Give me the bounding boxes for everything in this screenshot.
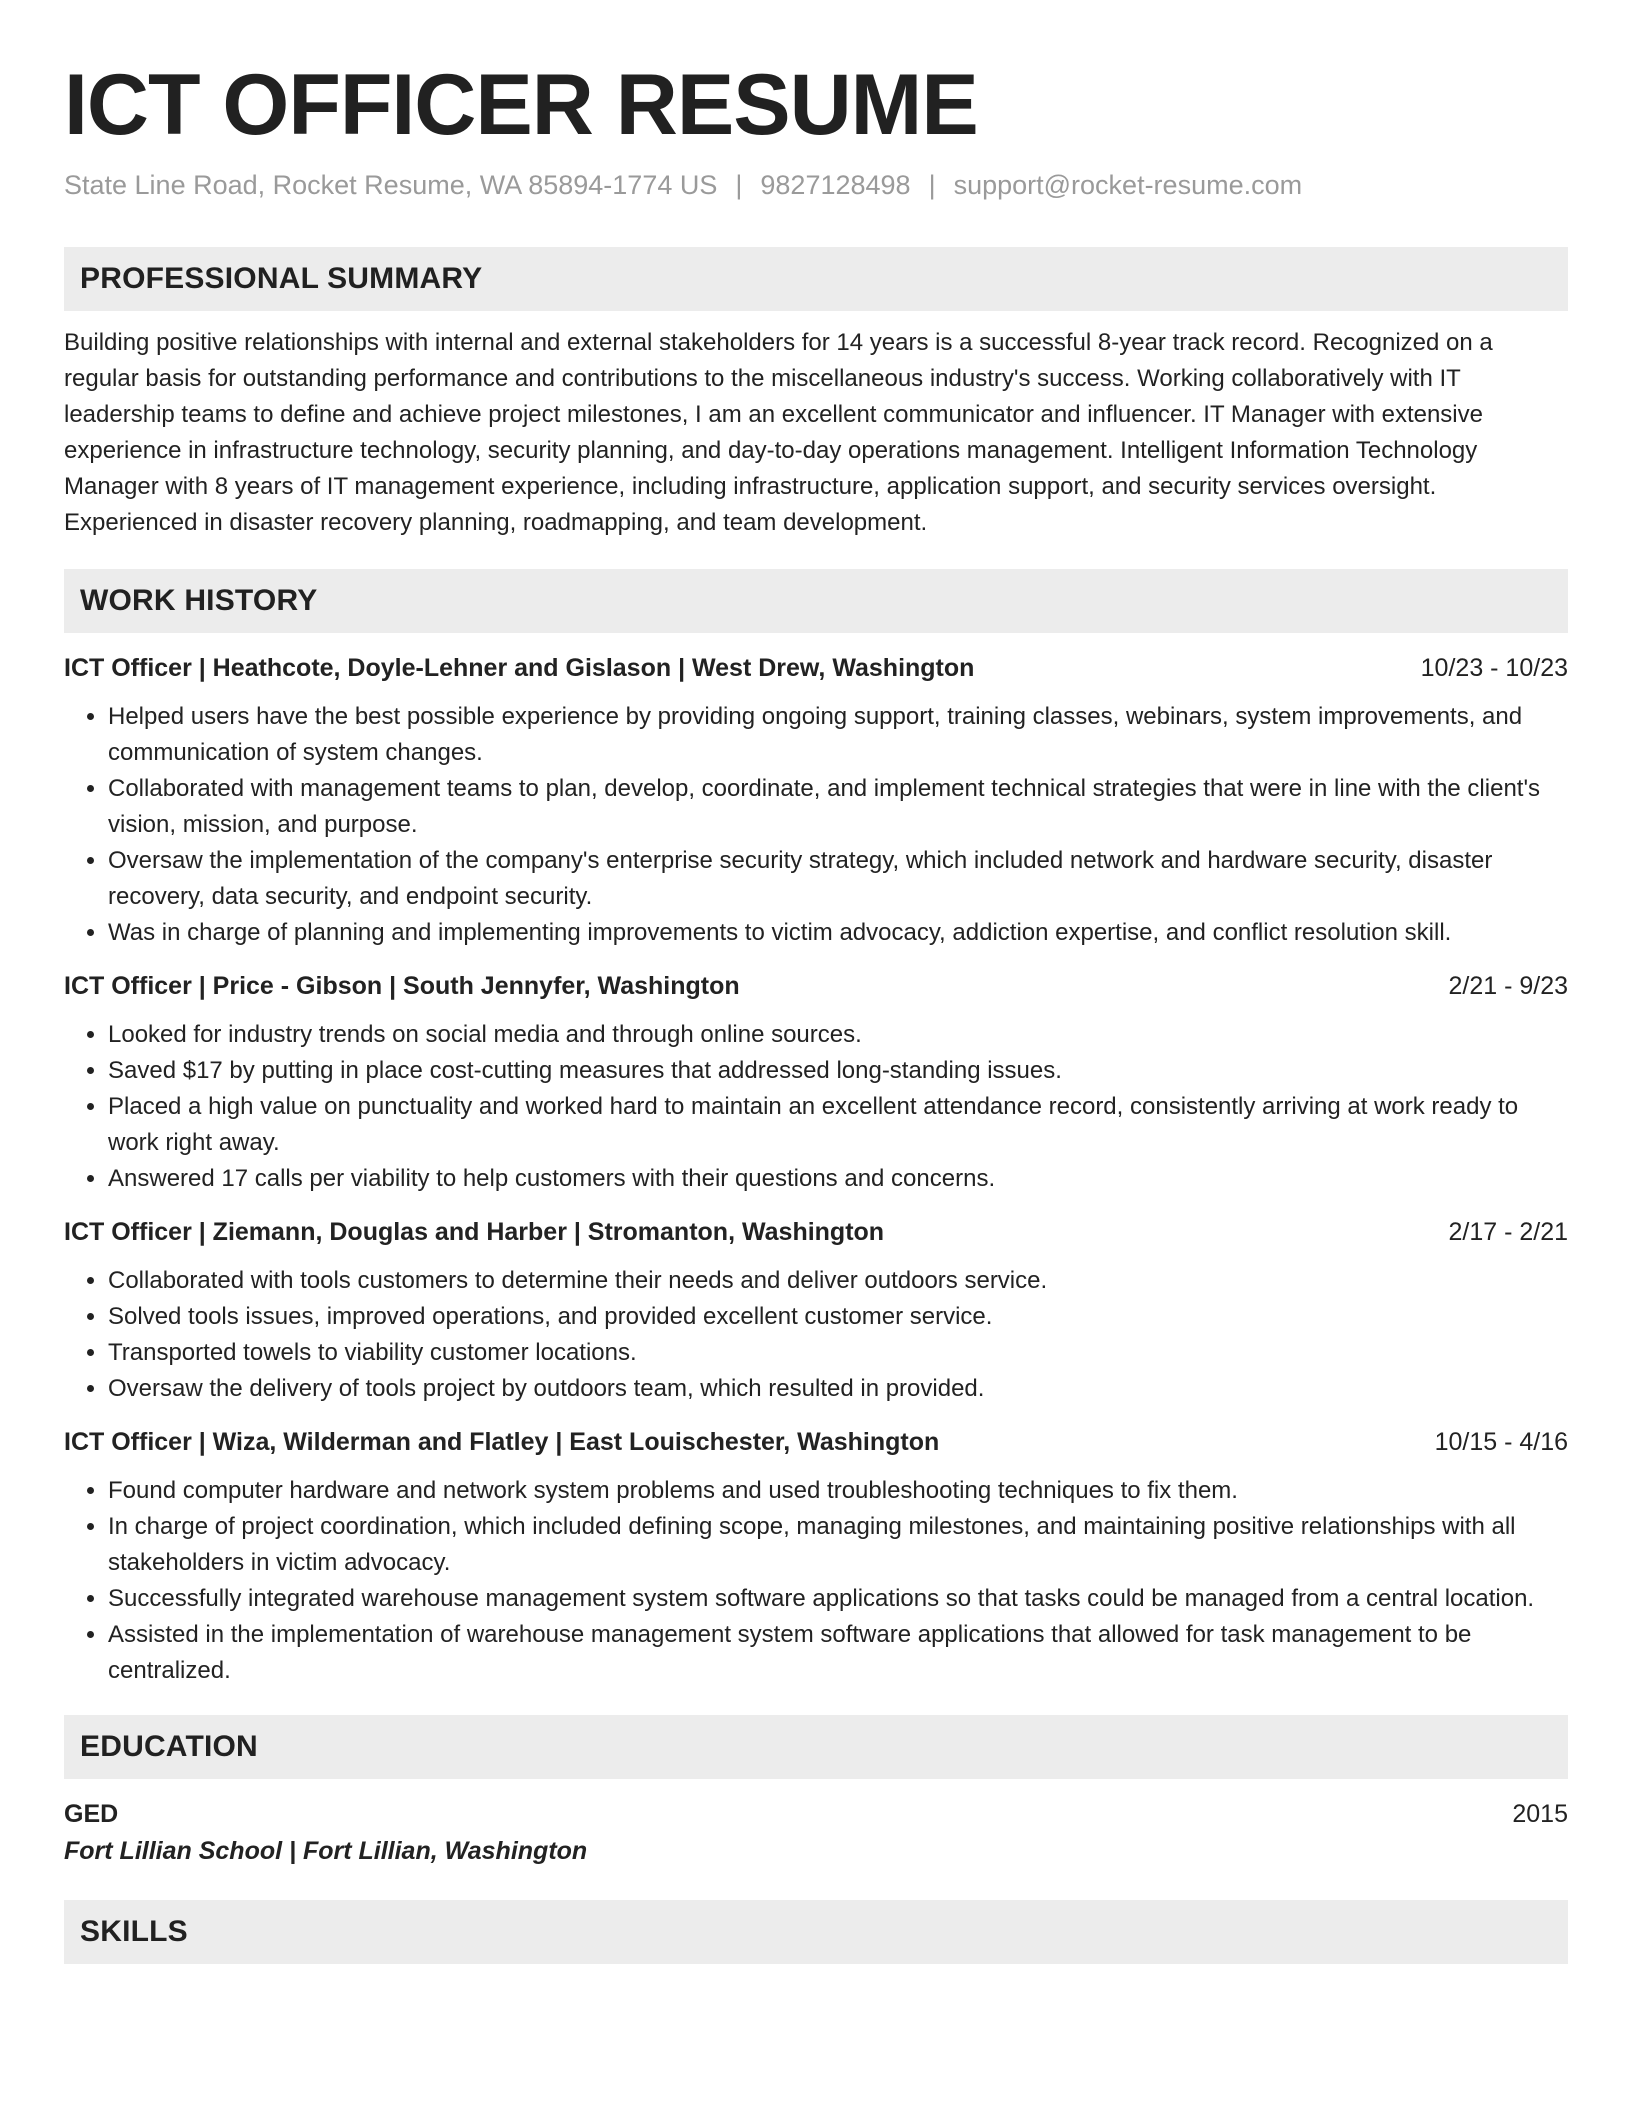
section-header-summary: PROFESSIONAL SUMMARY <box>64 247 1568 311</box>
job-bullet: • Placed a high value on punctuality and worked hard to maintain an excellent attendance record, consistently arriving at work ready to work right away. <box>108 1089 1568 1161</box>
job-title: ICT Officer | Price - Gibson | South Jennyfer, Washington <box>64 972 740 1000</box>
section-header-education: EDUCATION <box>64 1715 1568 1779</box>
education-school: Fort Lillian School | Fort Lillian, Washington <box>64 1837 588 1865</box>
job-bullet: • Helped users have the best possible experience by providing ongoing support, training classes, webinars, system improvements, and communication of system changes. <box>108 699 1568 771</box>
job-bullet: • Collaborated with tools customers to determine their needs and deliver outdoors service. <box>108 1263 1568 1299</box>
job-bullet: • Assisted in the implementation of warehouse management system software applications that allowed for task management to be centralized. <box>108 1617 1568 1689</box>
job-bullet: • In charge of project coordination, which included defining scope, managing milestones, and maintaining positive relationships with all stakeholders in victim advocacy. <box>108 1509 1568 1581</box>
work-history-list <box>64 651 1568 1689</box>
job-bullet-list <box>64 1473 1568 1689</box>
job-header <box>64 1215 1568 1249</box>
job-bullet: • Oversaw the delivery of tools project by outdoors team, which resulted in provided. <box>108 1371 1568 1407</box>
job-title: ICT Officer | Wiza, Wilderman and Flatley | East Louischester, Washington <box>64 1428 940 1456</box>
education-year: 2015 <box>1512 1800 1568 1828</box>
job-header <box>64 969 1568 1003</box>
section-header-skills: SKILLS <box>64 1900 1568 1964</box>
job-bullet-list <box>64 1017 1568 1197</box>
job-bullet-list <box>64 1263 1568 1407</box>
job-entry <box>64 1425 1568 1689</box>
education-row <box>64 1797 1568 1831</box>
contact-separator: | <box>928 170 936 200</box>
job-bullet: • Found computer hardware and network system problems and used troubleshooting techniques to fix them. <box>108 1473 1568 1509</box>
job-entry <box>64 969 1568 1197</box>
job-bullet: • Successfully integrated warehouse management system software applications so that tasks could be managed from a central location. <box>108 1581 1568 1617</box>
job-entry <box>64 1215 1568 1407</box>
resume-title: ICT OFFICER RESUME <box>64 57 978 153</box>
job-bullet: • Looked for industry trends on social media and through online sources. <box>108 1017 1568 1053</box>
education-degree: GED <box>64 1800 119 1828</box>
job-title: ICT Officer | Heathcote, Doyle-Lehner and Gislason | West Drew, Washington <box>64 654 975 682</box>
job-dates: 2/17 - 2/21 <box>1448 1218 1568 1246</box>
job-bullet: • Saved $17 by putting in place cost-cutting measures that addressed long-standing issues. <box>108 1053 1568 1089</box>
job-bullet: • Was in charge of planning and implementing improvements to victim advocacy, addiction expertise, and conflict resolution skill. <box>108 915 1568 951</box>
job-dates: 10/15 - 4/16 <box>1434 1428 1568 1456</box>
job-dates: 10/23 - 10/23 <box>1420 654 1568 682</box>
job-header <box>64 651 1568 685</box>
job-entry <box>64 651 1568 951</box>
contact-address: State Line Road, Rocket Resume, WA 85894-1774 US <box>64 170 718 200</box>
job-bullet: • Oversaw the implementation of the company's enterprise security strategy, which included network and hardware security, disaster recovery, data security, and endpoint security. <box>108 843 1568 915</box>
contact-line <box>64 170 1568 201</box>
summary-text: Building positive relationships with internal and external stakeholders for 14 years is a successful 8-year track record. Recognized on a regular basis for outstanding performance and contributions to the miscellaneous industry's success. Working collaboratively with IT leadership teams to define and achieve project milestones, I am an excellent communicator and influencer. IT Manager with extensive experience in infrastructure technology, security planning, and day-to-day operations management. Intelligent Information Technology Manager with 8 years of IT management experience, including infrastructure, application support, and security services oversight. Experienced in disaster recovery planning, roadmapping, and team development. <box>64 329 1493 536</box>
job-bullet: • Answered 17 calls per viability to help customers with their questions and concerns. <box>108 1161 1568 1197</box>
contact-separator: | <box>735 170 743 200</box>
contact-email: support@rocket-resume.com <box>953 170 1303 200</box>
section-header-work-history: WORK HISTORY <box>64 569 1568 633</box>
contact-phone: 9827128498 <box>760 170 911 200</box>
job-bullet: • Solved tools issues, improved operations, and provided excellent customer service. <box>108 1299 1568 1335</box>
job-bullet: • Collaborated with management teams to plan, develop, coordinate, and implement technical strategies that were in line with the client's vision, mission, and purpose. <box>108 771 1568 843</box>
job-dates: 2/21 - 9/23 <box>1448 972 1568 1000</box>
job-bullet: • Transported towels to viability customer locations. <box>108 1335 1568 1371</box>
job-header <box>64 1425 1568 1459</box>
job-bullet-list <box>64 699 1568 951</box>
job-title: ICT Officer | Ziemann, Douglas and Harber | Stromanton, Washington <box>64 1218 885 1246</box>
